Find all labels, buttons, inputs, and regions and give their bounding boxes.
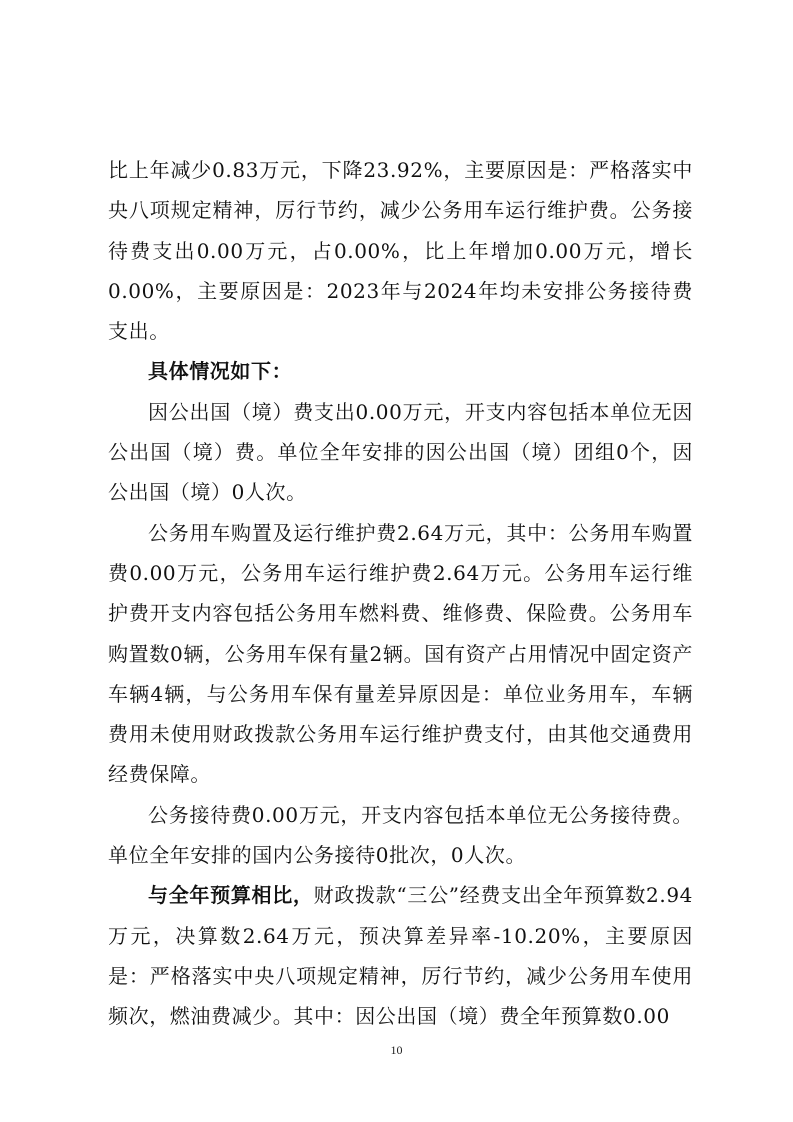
- paragraph-2-heading: [108, 351, 693, 391]
- paragraph-4-text: 公务用车购置及运行维护费2.64万元，其中：公务用车购置费0.00万元，公务用车运行维护费2.64万元。公务用车运行维护费开支内容包括公务用车燃料费、维修费、保险费。公务用车购置数0辆，公务用车保有量2辆。国有资产占用情况中固定资产车辆4辆，与公务用车保有量差异原因是：单位业务用车，车辆费用未使用财政拨款公务用车运行维护费支付，由其他交通费用经费保障。: [108, 520, 693, 787]
- paragraph-1: [108, 150, 693, 351]
- section-heading: 具体情况如下：: [148, 359, 293, 384]
- paragraph-4: [108, 513, 693, 795]
- paragraph-1-text: 比上年减少0.83万元，下降23.92%，主要原因是：严格落实中央八项规定精神，厉行节约，减少公务用车运行维护费。公务接待费支出0.00万元，占0.00%，比上年增加0.00万元，增长0.00%，主要原因是：2023年与2024年均未安排公务接待费支出。: [108, 158, 693, 344]
- paragraph-5-text: 公务接待费0.00万元，开支内容包括本单位无公务接待费。单位全年安排的国内公务接待0批次，0人次。: [108, 802, 693, 868]
- paragraph-6: [108, 875, 693, 1036]
- paragraph-6-lead: 与全年预算相比，: [148, 883, 314, 908]
- document-body: [108, 150, 693, 1037]
- paragraph-3: [108, 392, 693, 513]
- paragraph-6-text: 财政拨款“三公”经费支出全年预算数2.94万元，决算数2.64万元，预决算差异率-10.20%，主要原因是：严格落实中央八项规定精神，厉行节约，减少公务用车使用频次，燃油费减少。其中：因公出国（境）费全年预算数0.00: [108, 883, 693, 1029]
- page-number: 10: [390, 1043, 403, 1057]
- paragraph-5: [108, 795, 693, 876]
- paragraph-3-text: 因公出国（境）费支出0.00万元，开支内容包括本单位无因公出国（境）费。单位全年安排的因公出国（境）团组0个，因公出国（境）0人次。: [108, 399, 693, 505]
